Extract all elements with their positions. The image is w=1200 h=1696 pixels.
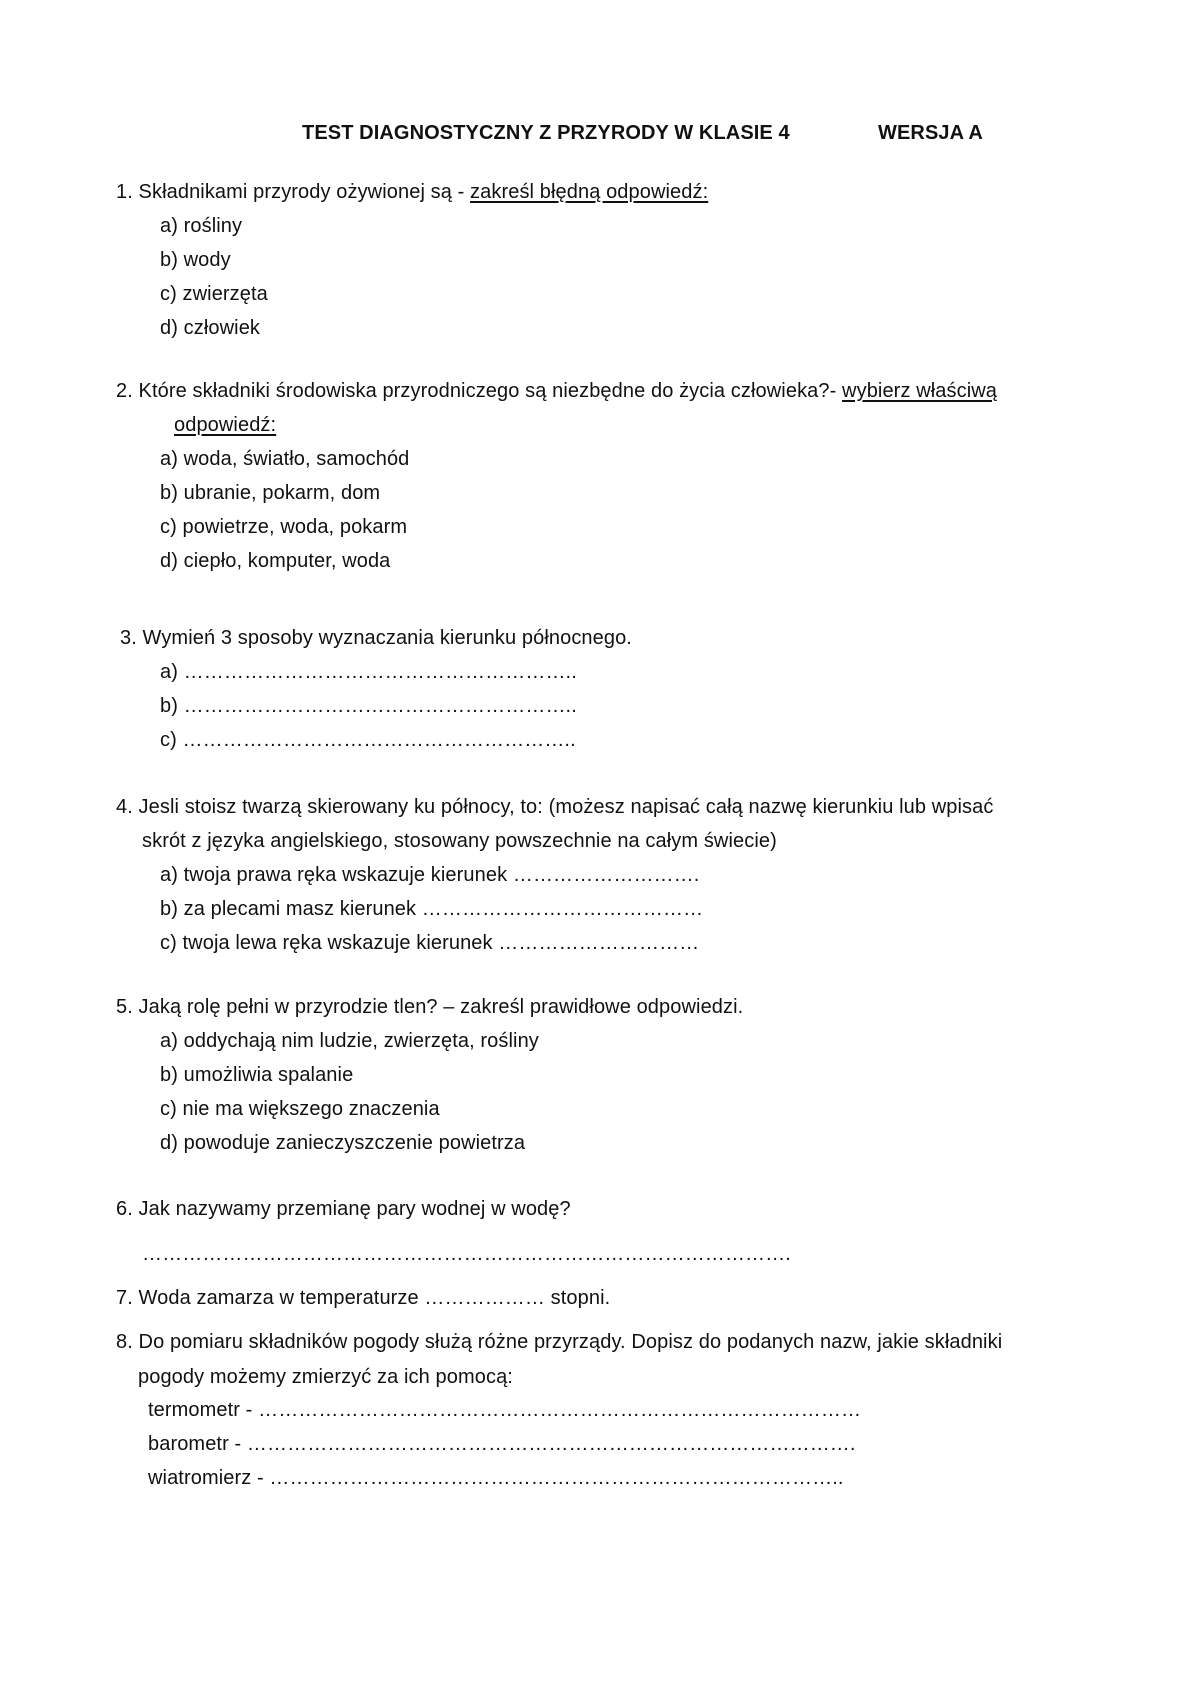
question-3-answer-c: c) ………………………………………………….. xyxy=(160,729,576,751)
question-1-option-a: a) rośliny xyxy=(160,215,243,237)
question-2-option-d: d) ciepło, komputer, woda xyxy=(160,550,391,572)
question-2-text: 2. Które składniki środowiska przyrodniczego są niezbędne do życia człowieka?- xyxy=(116,380,843,402)
question-1-option-d: d) człowiek xyxy=(160,317,261,339)
question-2-option-b: b) ubranie, pokarm, dom xyxy=(160,482,381,504)
question-2 xyxy=(116,378,997,404)
question-3: 3. Wymień 3 sposoby wyznaczania kierunku północnego. xyxy=(120,627,632,649)
question-8-item-barometr: barometr - ………………………………………………………………………………. xyxy=(148,1433,856,1455)
question-5-option-a: a) oddychają nim ludzie, zwierzęta, rośliny xyxy=(160,1030,539,1052)
question-1-instruction: zakreśl błędną odpowiedź: xyxy=(470,181,709,203)
question-4-option-b: b) za plecami masz kierunek …………………………………… xyxy=(160,898,704,920)
question-5-option-d: d) powoduje zanieczyszczenie powietrza xyxy=(160,1132,526,1154)
question-2-option-a: a) woda, światło, samochód xyxy=(160,448,410,470)
page-title: TEST DIAGNOSTYCZNY Z PRZYRODY W KLASIE 4 xyxy=(302,122,790,144)
question-8-item-termometr: termometr - ……………………………………………………………………………… xyxy=(148,1399,862,1421)
question-5-option-b: b) umożliwia spalanie xyxy=(160,1064,354,1086)
question-4-option-a: a) twoja prawa ręka wskazuje kierunek ………………………. xyxy=(160,864,700,886)
question-8-cont: pogody możemy zmierzyć za ich pomocą: xyxy=(138,1366,513,1388)
question-1-text: 1. Składnikami przyrody ożywionej są - xyxy=(116,181,471,203)
question-1 xyxy=(116,179,708,205)
question-7: 7. Woda zamarza w temperaturze ……………… stopni. xyxy=(116,1287,611,1309)
question-3-answer-b: b) ………………………………………………….. xyxy=(160,695,577,717)
question-8: 8. Do pomiaru składników pogody służą różne przyrządy. Dopisz do podanych nazw, jakie składniki xyxy=(116,1331,1003,1353)
question-2-instruction: wybierz właściwą xyxy=(842,380,998,402)
question-3-answer-a: a) ………………………………………………….. xyxy=(160,661,577,683)
question-4-option-c: c) twoja lewa ręka wskazuje kierunek ………………………… xyxy=(160,932,700,954)
question-5-option-c: c) nie ma większego znaczenia xyxy=(160,1098,440,1120)
question-1-option-c: c) zwierzęta xyxy=(160,283,268,305)
question-4-cont: skrót z języka angielskiego, stosowany powszechnie na całym świecie) xyxy=(142,830,777,852)
question-1-option-b: b) wody xyxy=(160,249,231,271)
question-5: 5. Jaką rolę pełni w przyrodzie tlen? – zakreśl prawidłowe odpowiedzi. xyxy=(116,996,744,1018)
question-6-answer-line: ……………………………………………………………………………………. xyxy=(142,1243,791,1265)
question-6: 6. Jak nazywamy przemianę pary wodnej w wodę? xyxy=(116,1198,571,1220)
question-2-option-c: c) powietrze, woda, pokarm xyxy=(160,516,408,538)
question-4: 4. Jesli stoisz twarzą skierowany ku północy, to: (możesz napisać całą nazwę kierunkiu lub wpisać xyxy=(116,796,994,818)
question-2-instruction-cont: odpowiedź: xyxy=(174,414,277,436)
question-8-item-wiatromierz: wiatromierz - ………………………………………………………………………….. xyxy=(148,1467,844,1489)
version-label: WERSJA A xyxy=(878,122,983,144)
